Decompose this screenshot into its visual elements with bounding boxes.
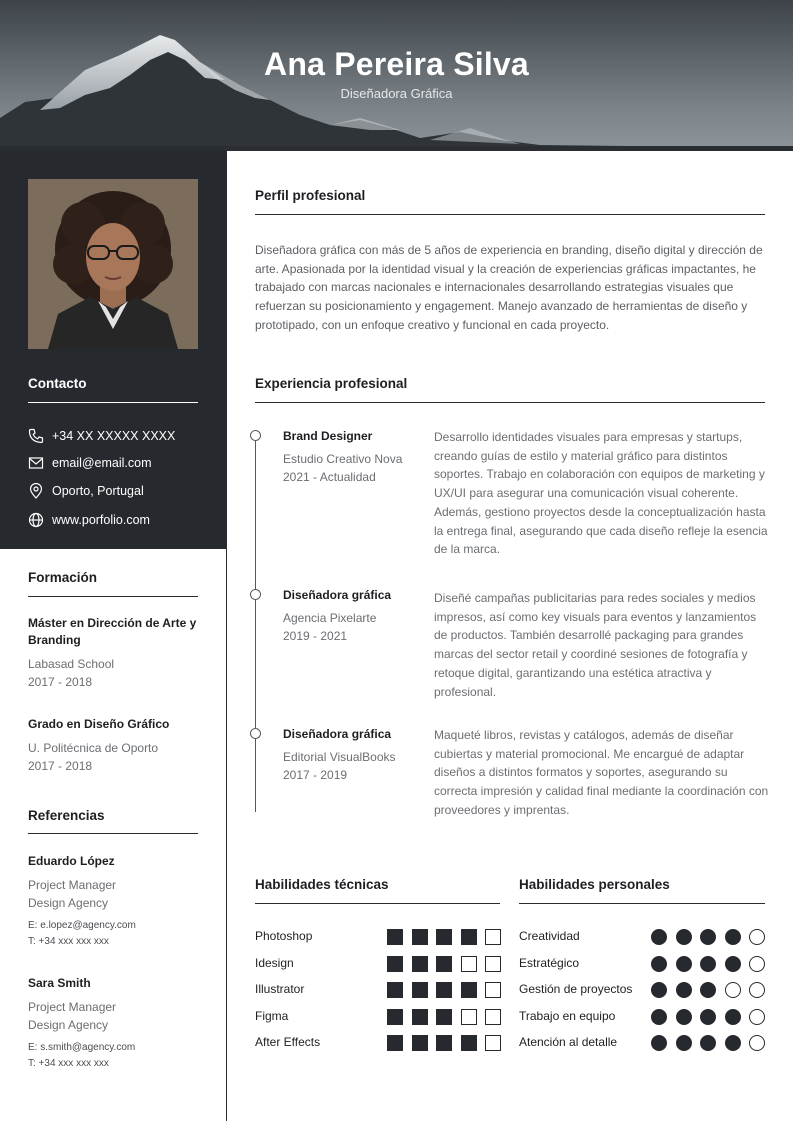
phone-icon [28, 428, 44, 444]
job-company: Editorial VisualBooks [283, 750, 396, 764]
skill-level-filled [461, 982, 477, 998]
reference-email[interactable]: E: e.lopez@agency.com [28, 920, 136, 931]
education-school: U. Politécnica de Oporto [28, 741, 159, 755]
location-text: Oporto, Portugal [52, 484, 144, 498]
reference-phone: T: +34 xxx xxx xxx [28, 936, 109, 947]
timeline-dot [250, 589, 261, 600]
skill-level-filled [461, 1035, 477, 1051]
technical-skills-heading: Habilidades técnicas [255, 877, 389, 892]
education-years: 2017 - 2018 [28, 759, 93, 773]
skill-level-empty [461, 1009, 477, 1025]
technical-skills-rule [255, 903, 500, 904]
skill-level-filled [387, 1035, 403, 1051]
reference-role: Project Manager [28, 1000, 117, 1014]
person-name: Ana Pereira Silva [264, 46, 529, 82]
skill-level-empty [461, 956, 477, 972]
job-company: Agencia Pixelarte [283, 611, 377, 625]
skill-level-filled [436, 982, 452, 998]
skill-level-filled [700, 1009, 716, 1025]
globe-icon [28, 512, 44, 528]
skill-label: Photoshop [255, 929, 313, 943]
skill-level-empty [749, 929, 765, 945]
skill-level-filled [436, 956, 452, 972]
skill-level-filled [387, 929, 403, 945]
skill-label: Estratégico [519, 955, 580, 970]
skill-level-filled [387, 956, 403, 972]
email-text[interactable]: email@email.com [52, 456, 152, 470]
skill-label: Figma [255, 1008, 289, 1023]
skill-level-filled [676, 1009, 692, 1025]
skill-level-empty [485, 956, 501, 972]
contact-email[interactable] [28, 454, 152, 472]
skill-level-empty [485, 1009, 501, 1025]
experience-timeline [255, 436, 256, 812]
skill-level-filled [412, 1035, 428, 1051]
education-school: Labasad School [28, 657, 115, 671]
skill-level-filled [412, 1009, 428, 1025]
job-title: Diseñadora Gráfica [340, 86, 453, 101]
timeline-dot [250, 728, 261, 739]
skill-level-filled [700, 956, 716, 972]
references-rule [28, 833, 198, 834]
references-heading: Referencias [28, 808, 105, 823]
reference-name: Eduardo López [28, 854, 115, 868]
skill-level-empty [749, 956, 765, 972]
education-heading: Formación [28, 570, 98, 585]
education-title: Máster en Dirección de Arte y Branding [28, 616, 197, 647]
timeline-dot [250, 430, 261, 441]
personal-skills-heading: Habilidades personales [519, 877, 670, 892]
job-description: Diseñé campañas publicitarias para redes sociales y medios impresos, así como key visuals para eventos y lanzamientos de productos. También desarrollé packaging para grandes marcas del sector retail y coordiné sesiones de fotografía y retoque digital, garantizando una estética atractiva y profesional. [434, 591, 757, 699]
skill-label: Illustrator [255, 982, 305, 996]
skill-level-filled [725, 929, 741, 945]
job-years: 2021 - Actualidad [283, 470, 376, 484]
job-description: Maqueté libros, revistas y catálogos, además de diseñar cubiertas y material promocional. Me encargué de adaptar diseños a distintos formatos y soportes, asegurando su correcta impresión y calidad final mediante la coordinación con proveedores y imprentas. [434, 728, 769, 817]
skill-level-empty [725, 982, 741, 998]
contact-website[interactable] [28, 511, 150, 529]
profile-text: Diseñadora gráfica con más de 5 años de experiencia en branding, diseño digital y dirección de arte. Apasionada por la identidad visual y la creación de experiencias gráficas impactantes, he trabajado con marcas nacionales e internacionales desarrollando estrategias visuales que refuerzan su posicionamiento y engagement. Manejo avanzado de herramientas de diseño y prototipado, con un enfoque creativo y funcional en cada proyecto. [255, 243, 763, 332]
skill-level-empty [485, 929, 501, 945]
skill-level-empty [485, 982, 501, 998]
skill-level-filled [651, 956, 667, 972]
job-role: Brand Designer [283, 429, 373, 443]
contact-heading: Contacto [28, 376, 87, 391]
skill-level-filled [700, 1035, 716, 1051]
education-title: Grado en Diseño Gráfico [28, 717, 170, 731]
skill-level-filled [412, 929, 428, 945]
job-description: Desarrollo identidades visuales para empresas y startups, creando guías de estilo y material gráfico para distintos soportes. Trabajo en colaboración con equipos de marketing y UX/UI para asegurar una comunicación visual coherente. Además, gestiono proyectos desde la conceptualización hasta la entrega final, asegurando que cada diseño refleje la esencia de la marca. [434, 430, 768, 557]
reference-name: Sara Smith [28, 976, 91, 990]
skill-level-empty [749, 1035, 765, 1051]
skill-label: After Effects [255, 1035, 321, 1049]
skill-level-filled [436, 1035, 452, 1051]
personal-skills-rule [519, 903, 765, 904]
skill-label: Trabajo en equipo [519, 1008, 616, 1023]
skill-level-filled [651, 1009, 667, 1025]
skill-level-filled [436, 1009, 452, 1025]
reference-company: Design Agency [28, 1018, 109, 1032]
skill-label: Creatividad [519, 929, 580, 943]
job-years: 2019 - 2021 [283, 629, 348, 643]
contact-phone [28, 427, 175, 445]
skill-level-empty [485, 1035, 501, 1051]
experience-heading: Experiencia profesional [255, 376, 408, 391]
skill-level-empty [749, 1009, 765, 1025]
skill-level-filled [700, 982, 716, 998]
location-pin-icon [28, 483, 44, 499]
experience-rule [255, 402, 765, 403]
skill-level-filled [676, 956, 692, 972]
education-years: 2017 - 2018 [28, 675, 93, 689]
skill-level-filled [676, 982, 692, 998]
mail-icon [28, 455, 44, 471]
reference-company: Design Agency [28, 896, 109, 910]
profile-rule [255, 214, 765, 215]
profile-photo [28, 179, 198, 349]
skill-level-filled [412, 982, 428, 998]
skill-label: Atención al detalle [519, 1035, 618, 1049]
job-years: 2017 - 2019 [283, 768, 348, 782]
skill-level-empty [749, 982, 765, 998]
skill-level-filled [651, 982, 667, 998]
job-role: Diseñadora gráfica [283, 727, 392, 741]
skill-level-filled [387, 982, 403, 998]
skill-level-filled [725, 1009, 741, 1025]
skill-level-filled [651, 1035, 667, 1051]
skill-level-filled [461, 929, 477, 945]
phone-text: +34 XX XXXXX XXXX [52, 429, 176, 443]
reference-phone: T: +34 xxx xxx xxx [28, 1058, 109, 1069]
skill-level-filled [436, 929, 452, 945]
skill-level-filled [725, 956, 741, 972]
skill-level-filled [676, 1035, 692, 1051]
contact-rule [28, 402, 198, 403]
skill-level-filled [387, 1009, 403, 1025]
skill-label: Gestión de proyectos [519, 982, 633, 996]
header-banner [0, 0, 793, 151]
job-role: Diseñadora gráfica [283, 588, 392, 602]
skill-level-filled [412, 956, 428, 972]
reference-role: Project Manager [28, 878, 117, 892]
skill-level-filled [725, 1035, 741, 1051]
skill-level-filled [651, 929, 667, 945]
website-text[interactable]: www.porfolio.com [52, 513, 150, 527]
job-company: Estudio Creativo Nova [283, 452, 403, 466]
skill-level-filled [700, 929, 716, 945]
reference-email[interactable]: E: s.smith@agency.com [28, 1042, 136, 1053]
sidebar-divider [226, 151, 227, 1121]
contact-location [28, 482, 144, 500]
profile-heading: Perfil profesional [255, 188, 366, 203]
skill-label: Idesign [255, 955, 294, 970]
education-rule [28, 596, 198, 597]
skill-level-filled [676, 929, 692, 945]
